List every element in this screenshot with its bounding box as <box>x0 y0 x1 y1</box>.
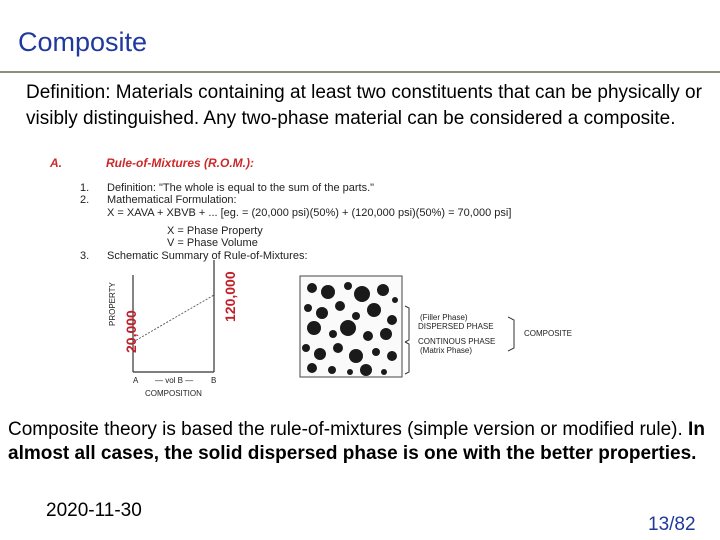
particle <box>340 320 356 336</box>
particle <box>387 315 397 325</box>
x-axis-label: COMPOSITION <box>145 389 202 398</box>
particle <box>363 331 373 341</box>
composite-theory-bold: In almost all cases, the solid dispersed phase is one with the better properties. <box>8 419 705 464</box>
formula-text: X = XAVA + XBVB + ... [eg. = (20,000 psi)(50%) + (120,000 psi)(50%) = 70,000 psi] <box>107 207 512 219</box>
composite-bracket <box>508 317 514 351</box>
particle <box>387 351 397 361</box>
rule-of-mixtures-figure <box>0 150 720 405</box>
item-1-text: Definition: "The whole is equal to the sum of the parts." <box>107 182 375 194</box>
particle <box>316 307 328 319</box>
composite-theory-normal: Composite theory is based the rule-of-mixtures (simple version or modified rule). <box>8 419 689 440</box>
particle <box>328 366 336 374</box>
particle <box>381 369 387 375</box>
section-title: Rule-of-Mixtures (R.O.M.): <box>106 156 254 170</box>
particle <box>380 328 392 340</box>
v-definition: V = Phase Volume <box>167 237 258 249</box>
right-value-label: 120,000 <box>222 271 238 322</box>
matrix-phase-label: (Matrix Phase) <box>420 346 473 355</box>
particle <box>302 344 310 352</box>
particle <box>333 343 343 353</box>
particle <box>367 303 381 317</box>
particle <box>354 286 370 302</box>
continous-bracket <box>405 342 409 374</box>
y-axis-label: PROPERTY <box>108 282 117 326</box>
slide-title: Composite <box>18 27 148 57</box>
dispersed-bracket <box>405 306 409 342</box>
definition-text: Definition: Materials containing at least two constituents that can be physically or visibly distinguished. Any two-phase material can be considered a composite. <box>26 82 702 129</box>
particle <box>392 297 398 303</box>
slide-date: 2020-11-30 <box>46 500 142 521</box>
particle <box>304 304 312 312</box>
item-2-text: Mathematical Formulation: <box>107 194 237 206</box>
axis-a-label: A <box>133 376 139 385</box>
composite-label: COMPOSITE <box>524 329 573 338</box>
composite-theory-text <box>8 418 708 466</box>
section-letter: A. <box>50 156 62 170</box>
particle <box>314 348 326 360</box>
continous-phase-label: CONTINOUS PHASE <box>418 337 496 346</box>
filler-phase-label: (Filler Phase) <box>420 313 468 322</box>
title-divider <box>0 71 720 73</box>
particle <box>344 282 352 290</box>
item-1-number: 1. <box>80 182 90 194</box>
x-definition: X = Phase Property <box>167 225 263 237</box>
rom-line <box>133 295 214 342</box>
item-2-number: 2. <box>80 194 90 206</box>
particle <box>307 321 321 335</box>
particle <box>321 285 335 299</box>
particle <box>360 364 372 376</box>
particle <box>349 349 363 363</box>
axis-mid-label: — vol B — <box>155 376 194 385</box>
particle <box>377 284 389 296</box>
particle <box>352 312 360 320</box>
particle <box>329 330 337 338</box>
axis-b-label: B <box>211 376 217 385</box>
left-value-label: 20,000 <box>123 310 139 353</box>
item-3-text: Schematic Summary of Rule-of-Mixtures: <box>107 250 308 262</box>
particle <box>335 301 345 311</box>
particle <box>307 283 317 293</box>
page-number: 13/82 <box>648 514 696 535</box>
dispersed-phase-label: DISPERSED PHASE <box>418 322 494 331</box>
particle <box>347 369 353 375</box>
particle <box>307 363 317 373</box>
particle <box>372 348 380 356</box>
item-3-number: 3. <box>80 250 90 262</box>
